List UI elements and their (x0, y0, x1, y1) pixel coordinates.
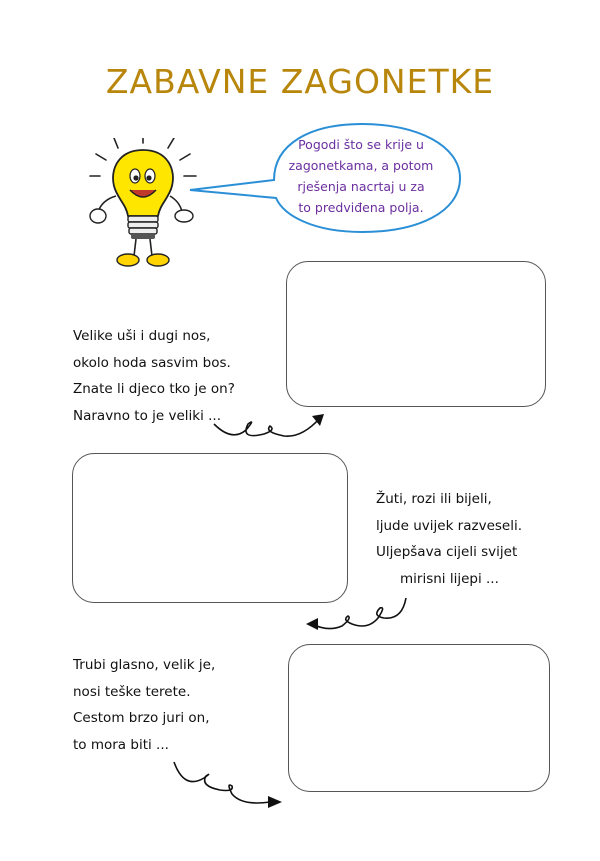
riddle-2: Žuti, rozi ili bijeli, ljude uvijek razveseli. Uljepšava cijeli svijet mirisni lijepi ... (376, 491, 523, 587)
riddle-1: Velike uši i dugi nos, okolo hoda sasvim bos. Znate li djeco tko je on? Naravno to je veliki ... (73, 328, 235, 424)
lightbulb-mascot-icon (88, 138, 198, 273)
drawing-box-3[interactable] (288, 644, 550, 792)
drawing-box-2[interactable] (72, 453, 348, 603)
curly-arrow-icon (170, 760, 294, 810)
riddle-3: Trubi glasno, velik je, nosi teške terete. Cestom brzo juri on, to mora biti ... (73, 657, 216, 753)
drawing-box-1[interactable] (286, 261, 546, 407)
speech-bubble-text: Pogodi što se krije u zagonetkama, a potom rješenja nacrtaj u za to predviđena polja. (288, 137, 434, 215)
curly-arrow-icon (302, 594, 412, 636)
curly-arrow-icon (212, 410, 332, 450)
page-title: ZABAVNE ZAGONETKE (105, 62, 495, 101)
